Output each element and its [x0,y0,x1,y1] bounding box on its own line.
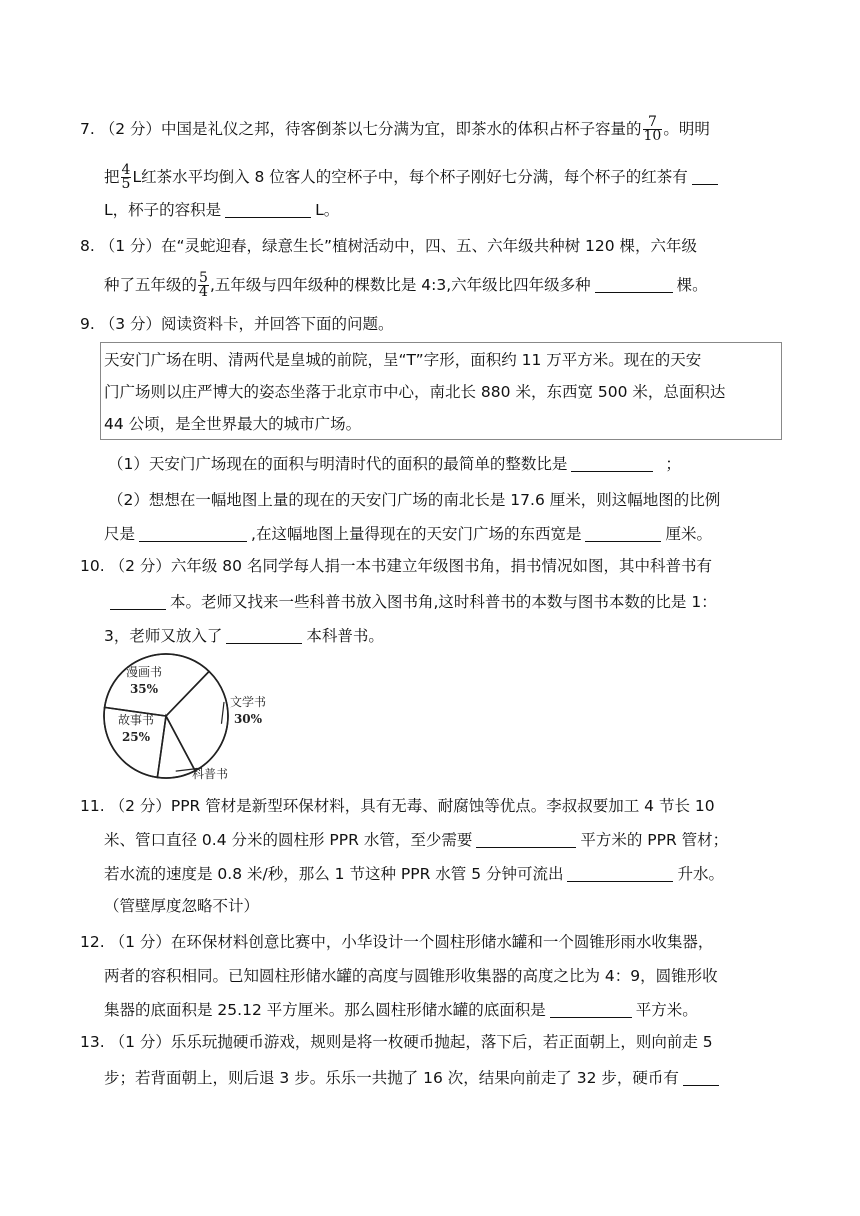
answer-blank[interactable] [595,276,673,293]
q11-line-3: 若水流的速度是 0.8 米/秒，那么 1 节这种 PPR 水管 5 分钟可流出 升水。 [104,865,724,883]
q12-line-2: 两者的容积相同。已知圆柱形储水罐的高度与圆锥形收集器的高度之比为 4：9，圆锥形收 [104,967,718,985]
reading-card-line: 门广场则以庄严博大的姿态坐落于北京市中心，南北长 880 米，东西宽 500 米，总面积达 [104,383,726,401]
answer-blank[interactable] [550,1001,632,1018]
q11-line-2: 米、管口直径 0.4 分米的圆柱形 PPR 水管，至少需要 平方米的 PPR 管材； [104,831,729,849]
q13-line-1: 13. （1 分）乐乐玩抛硬币游戏，规则是将一枚硬币抛起，落下后，若正面朝上，则向前走 5 [80,1033,713,1051]
q10-line-2: 本。老师又找来一些科普书放入图书角,这时科普书的本数与图书本数的比是 1： [110,592,717,612]
q12-line-1: 12. （1 分）在环保材料创意比赛中，小华设计一个圆柱形储水罐和一个圆锥形雨水收集器， [80,933,714,951]
fraction-seven-tenths: $\frac{7}{10}$ [643,114,662,144]
q9-line-1: 9. （3 分）阅读资料卡，并回答下面的问题。 [80,315,394,333]
fraction-five-fourths: $\frac{5}{4}$ [199,270,208,300]
answer-blank[interactable] [683,1069,719,1086]
pie-slice-value: 35% [129,682,159,696]
answer-blank[interactable] [110,593,166,610]
answer-blank[interactable] [567,865,673,882]
q9-sub-1: （1）天安门广场现在的面积与明清时代的面积的最简单的整数比是 ； [108,455,681,473]
pie-slice-label: 文学书 [229,695,267,709]
pie-slice-label: 故事书 [117,713,155,727]
answer-blank[interactable] [226,627,302,644]
fraction-four-fifths: $\frac{4}{5}$ [121,162,131,192]
pie-slice-label: 科普书 [191,767,229,781]
q9-sub-2-line-1: （2）想想在一幅地图上量的现在的天安门广场的南北长是 17.6 厘米，则这幅地图的比例 [108,491,721,509]
q9-sub-2-line-2: 尺是 ,在这幅地图上量得现在的天安门广场的东西宽是 厘米。 [104,525,712,543]
q12-line-3: 集器的底面积是 25.12 平方厘米。那么圆柱形储水罐的底面积是 平方米。 [104,1001,698,1019]
q11-line-4: （管壁厚度忽略不计） [104,897,260,915]
q8-line-2: 种了五年级的 $\frac{5}{4}$ ,五年级与四年级种的棵数比是 4:3,六年级比四年级多种 棵。 [104,270,708,300]
book-donation-pie-chart [98,650,278,784]
pie-slice-value: 30% [233,712,263,726]
q8-line-1: 8. （1 分）在“灵蛇迎春，绿意生长”植树活动中，四、五、六年级共种树 120 棵，六年级 [80,237,698,255]
q7-line-3: L，杯子的容积是 L。 [104,201,340,219]
q11-line-1: 11. （2 分）PPR 管材是新型环保材料，具有无毒、耐腐蚀等优点。李叔叔要加工 4 节长 10 [80,797,715,815]
answer-blank[interactable] [225,201,311,218]
answer-blank[interactable] [692,168,718,185]
answer-blank[interactable] [476,831,576,848]
pie-slice-value: 25% [121,730,151,744]
q10-line-1: 10. （2 分）六年级 80 名同学每人捐一本书建立年级图书角，捐书情况如图，其中科普书有 [80,557,712,575]
q7-line-1: 7. （2 分）中国是礼仪之邦，待客倒茶以七分满为宜，即茶水的体积占杯子容量的 $\frac{7}{10}$ 。明明 [80,114,710,144]
q7-line-2: 把 $\frac{4}{5}$ L红茶水平均倒入 8 位客人的空杯子中，每个杯子刚好七分满，每个杯子的红茶有 [104,164,722,191]
q13-line-2: 步；若背面朝上，则后退 3 步。乐乐一共抛了 16 次，结果向前走了 32 步，硬币有 [104,1068,723,1088]
reading-card-line: 44 公顷，是全世界最大的城市广场。 [104,415,362,433]
answer-blank[interactable] [139,525,247,542]
reading-card-line: 天安门广场在明、清两代是皇城的前院，呈“T”字形，面积约 11 万平方米。现在的天安 [104,351,702,369]
answer-blank[interactable] [585,525,661,542]
answer-blank[interactable] [571,455,653,472]
q10-line-3: 3，老师又放入了 本科普书。 [104,627,384,645]
pie-slice-label: 漫画书 [125,665,163,679]
